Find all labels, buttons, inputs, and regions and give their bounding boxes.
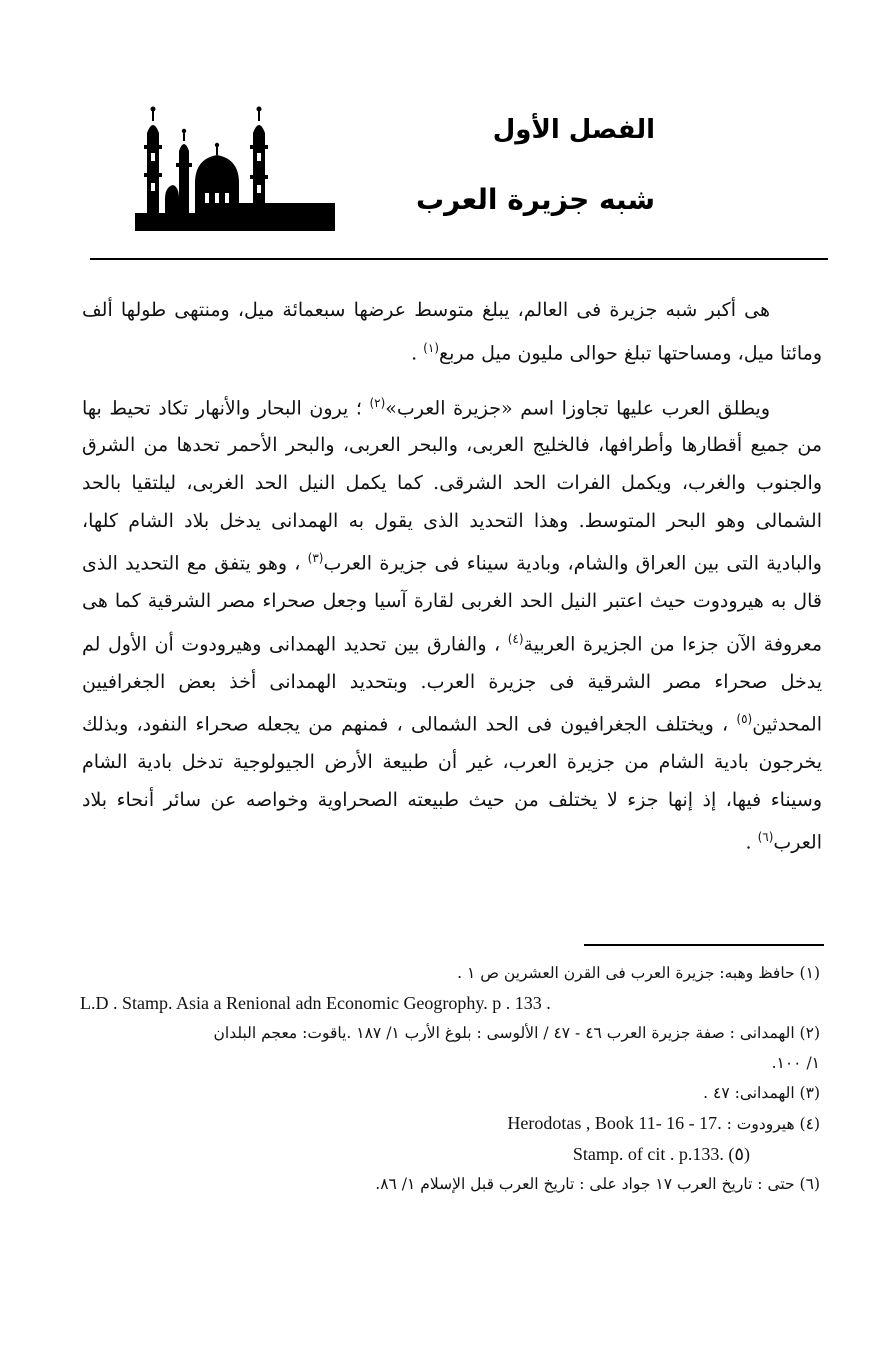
footnote-4-label: (٤) هيرودوت : xyxy=(721,1115,820,1133)
footnote-2-continued: ١/ ١٠٠. xyxy=(771,1054,820,1072)
chapter-label: الفصل الأول xyxy=(492,115,655,145)
footnote-1-reference: L.D . Stamp. Asia a Renional adn Economic Geogrophy. p . 133 . xyxy=(80,993,551,1013)
footnote-6: (٦) حتى : تاريخ العرب ١٧ جواد على : تاريخ العرب قبل الإسلام ١/ ٨٦. xyxy=(375,1175,820,1193)
footnote-ref-2[interactable]: (٢) xyxy=(369,395,386,410)
footnote-3: (٣) الهمدانى: ٤٧ . xyxy=(703,1084,820,1102)
p2-segment-3: ، وهو يتفق مع التحديد الذى قال به هيرودوت حيث اعتبر النيل الحد الغربى لقارة آسيا وجعل صحراء مصر الشرقية كما هى معروفة الآن جزءا من الجزيرة العربية xyxy=(82,552,822,656)
header-divider xyxy=(90,258,828,260)
p2-segment-5: ، ويختلف الجغرافيون فى الحد الشمالى ، فمنهم من يجعله صحراء النفود، وبذلك يخرجون بادية الشام من جزيرة العرب، غير أن طبيعة الأرض الجيولوجية تدخل بادية الشام وسيناء فيها، إذ إنها جزء لا يختلف من حيث طبيعته الصحراوية وخواصه عن سائر أنحاء بلاد العرب xyxy=(82,713,822,854)
paragraph-1 xyxy=(82,292,822,373)
p2-segment-2: ؛ يرون البحار والأنهار تكاد تحيط بها من جميع أقطارها وأطرافها، فالخليج العربى، والبحر العربى، والبحر الأحمر تحدها من الشرق والجنوب والغرب، ويكمل الفرات الحد الشرقى. كما يكمل النيل الحد الغربى، ليلتقيا بالحد الشمالى وهو البحر المتوسط. وهذا التحديد الذى يقول به الهمدانى يدخل بلاد الشام كلها، والبادية التى بين العراق والشام، وبادية سيناء فى جزيرة العرب xyxy=(82,396,822,575)
footnotes xyxy=(80,958,820,1199)
p1-end: . xyxy=(411,341,424,364)
chapter-header xyxy=(0,95,895,245)
p2-segment-6: . xyxy=(745,831,758,854)
footnote-5: Stamp. of cit . p.133. (٥) xyxy=(572,1144,750,1164)
footnote-2: (٢) الهمدانى : صفة جزيرة العرب ٤٦ - ٤٧ / الألوسى : بلوغ الأرب ١/ ١٨٧ .ياقوت: معجم البلدان xyxy=(213,1024,820,1042)
footnote-1: (١) حافظ وهبه: جزيرة العرب فى القرن العشرين ص ١ . xyxy=(457,964,820,982)
footnote-4 xyxy=(80,1108,820,1139)
p1-line1: هى أكبر شبه جزيرة فى العالم، يبلغ متوسط عرضها سبعمائة ميل، ومنتهى طولها xyxy=(120,299,770,321)
p2-segment-1: ويطلق العرب عليها تجاوزا اسم «جزيرة العرب» xyxy=(385,396,770,419)
paragraph-2 xyxy=(82,385,822,863)
chapter-title: شبه جزيرة العرب xyxy=(416,183,655,216)
footnote-ref-4[interactable]: (٤) xyxy=(507,631,524,646)
footnote-ref-1[interactable]: (١) xyxy=(423,340,439,355)
body-text xyxy=(82,292,822,862)
footnote-divider xyxy=(584,944,824,946)
p2-segment-4: ، والفارق بين تحديد الهمدانى وهيرودوت أن الأول لم يدخل صحراء مصر الشرقية فى جزيرة العرب. وبتحديد الهمدانى أخذ بعض الجغرافيين المحدثين xyxy=(82,633,822,736)
footnote-ref-6[interactable]: (٦) xyxy=(757,830,774,845)
footnote-ref-5[interactable]: (٥) xyxy=(736,712,753,727)
footnote-ref-3[interactable]: (٣) xyxy=(307,551,324,566)
p1-line2: ألف ومائتا ميل، ومساحتها تبلغ حوالى مليون ميل مربع xyxy=(82,299,822,364)
mosque-silhouette-icon xyxy=(135,103,335,231)
footnote-4-reference: .Herodotas , Book 11- 16 - 17 xyxy=(507,1113,722,1133)
